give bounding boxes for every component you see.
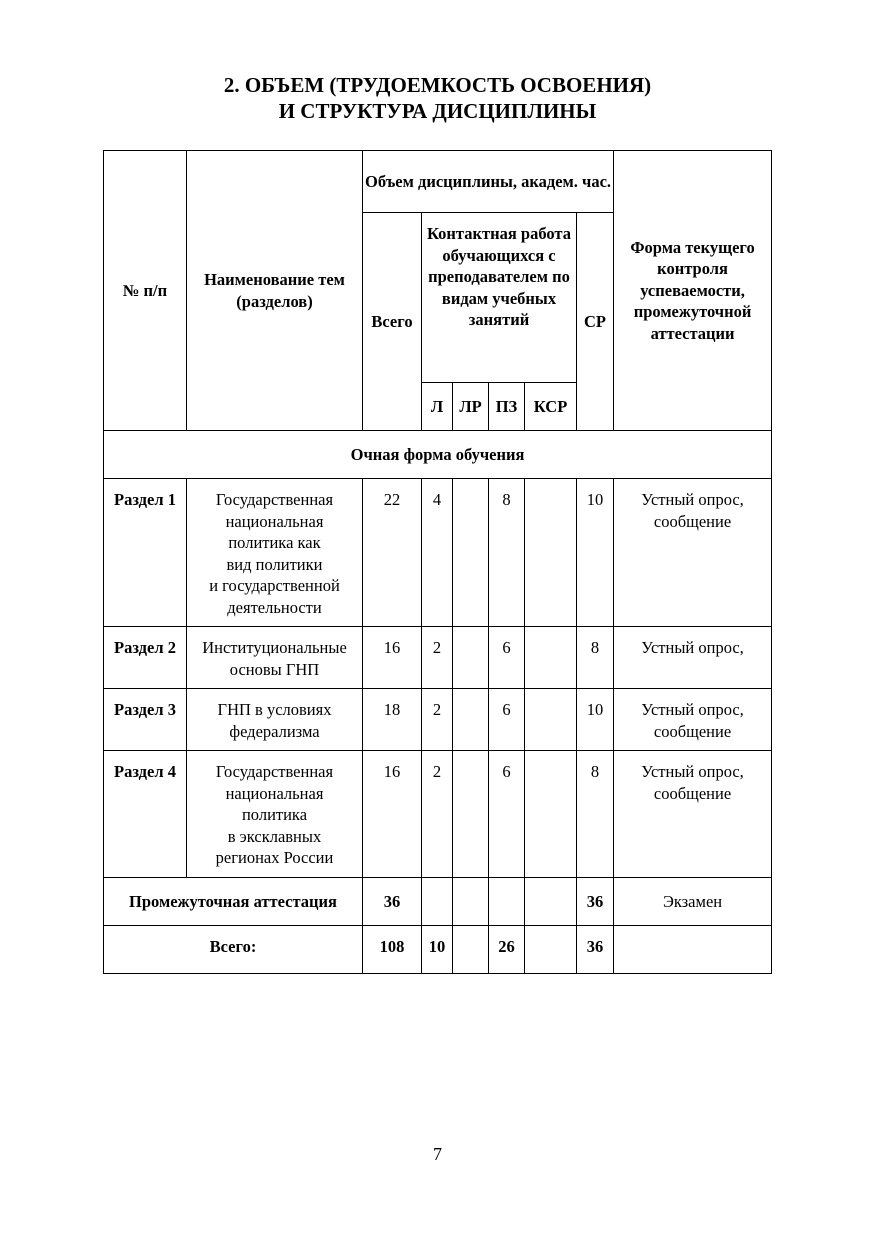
row-ksr [525, 689, 577, 751]
row-pz: 8 [489, 479, 525, 627]
header-volume: Объем дисциплины, академ. час. [363, 151, 614, 213]
row-name [187, 627, 363, 689]
section-title: Очная форма обучения [104, 431, 772, 479]
header-sr: СР [577, 213, 614, 431]
table-row [104, 751, 772, 878]
row-l: 2 [422, 751, 453, 878]
row-total: 16 [363, 751, 422, 878]
interim-row [104, 878, 772, 926]
form-line: сообщение [653, 721, 732, 741]
row-num: Раздел 1 [104, 479, 187, 627]
name-line: федерализма [229, 721, 320, 741]
row-total: 16 [363, 627, 422, 689]
form-line: Устный опрос, [641, 490, 744, 509]
form-line: Устный опрос, [641, 700, 744, 719]
header-name: Наименование тем (разделов) [187, 151, 363, 431]
interim-pz [489, 878, 525, 926]
interim-sr: 36 [577, 878, 614, 926]
row-form [614, 479, 772, 627]
total-sr: 36 [577, 926, 614, 974]
name-line: национальная [225, 511, 324, 531]
name-line: и государственной [209, 576, 340, 595]
row-sr: 10 [577, 689, 614, 751]
name-line: основы ГНП [229, 659, 320, 679]
header-ksr: КСР [525, 383, 577, 431]
name-line: в эксклавных [227, 826, 322, 846]
total-l: 10 [422, 926, 453, 974]
title-line-2: И СТРУКТУРА ДИСЦИПЛИНЫ [278, 99, 597, 123]
row-sr: 8 [577, 627, 614, 689]
row-form [614, 689, 772, 751]
name-line: политика [241, 805, 308, 824]
row-l: 2 [422, 627, 453, 689]
row-ksr [525, 479, 577, 627]
interim-total: 36 [363, 878, 422, 926]
interim-lr [453, 878, 489, 926]
row-pz: 6 [489, 689, 525, 751]
row-pz: 6 [489, 751, 525, 878]
row-lr [453, 627, 489, 689]
discipline-structure-table [103, 150, 772, 974]
interim-l [422, 878, 453, 926]
table-row [104, 627, 772, 689]
table-row [104, 479, 772, 627]
name-line: регионах России [215, 848, 334, 867]
name-line: ГНП в условиях [217, 700, 332, 719]
row-sr: 8 [577, 751, 614, 878]
page-title [0, 72, 875, 124]
row-sr: 10 [577, 479, 614, 627]
row-num: Раздел 4 [104, 751, 187, 878]
header-total: Всего [363, 213, 422, 431]
row-lr [453, 751, 489, 878]
page-number: 7 [433, 1144, 442, 1164]
total-pz: 26 [489, 926, 525, 974]
form-line: Устный опрос, [641, 638, 744, 657]
header-num: № п/п [104, 151, 187, 431]
row-form [614, 627, 772, 689]
total-ksr [525, 926, 577, 974]
row-l: 4 [422, 479, 453, 627]
row-total: 18 [363, 689, 422, 751]
form-line: Устный опрос, [641, 762, 744, 781]
row-l: 2 [422, 689, 453, 751]
interim-label: Промежуточная аттестация [104, 878, 363, 926]
row-name [187, 479, 363, 627]
interim-ksr [525, 878, 577, 926]
name-line: деятельности [227, 597, 322, 617]
header-l: Л [422, 383, 453, 431]
table-row [104, 689, 772, 751]
name-line: вид политики [226, 554, 323, 574]
row-form [614, 751, 772, 878]
total-label: Всего: [104, 926, 363, 974]
row-num: Раздел 2 [104, 627, 187, 689]
name-line: национальная [225, 783, 324, 803]
form-line: сообщение [653, 783, 732, 803]
row-ksr [525, 627, 577, 689]
name-line: Институциональные [202, 638, 347, 657]
row-ksr [525, 751, 577, 878]
name-line: Государственная [215, 490, 334, 509]
header-contact: Контактная работа обучающихся с преподавателем по видам учебных занятий [422, 213, 577, 383]
name-line: политика как [228, 533, 321, 552]
total-total: 108 [363, 926, 422, 974]
row-name [187, 689, 363, 751]
total-form [614, 926, 772, 974]
form-line: сообщение [653, 511, 732, 531]
row-total: 22 [363, 479, 422, 627]
header-form: Форма текущего контроля успеваемости, промежуточной аттестации [614, 151, 772, 431]
header-pz: ПЗ [489, 383, 525, 431]
row-name [187, 751, 363, 878]
row-lr [453, 689, 489, 751]
name-line: Государственная [215, 762, 334, 781]
row-lr [453, 479, 489, 627]
interim-form: Экзамен [614, 878, 772, 926]
header-lr: ЛР [453, 383, 489, 431]
total-row [104, 926, 772, 974]
row-pz: 6 [489, 627, 525, 689]
row-num: Раздел 3 [104, 689, 187, 751]
title-line-1: 2. ОБЪЕМ (ТРУДОЕМКОСТЬ ОСВОЕНИЯ) [223, 73, 652, 97]
total-lr [453, 926, 489, 974]
